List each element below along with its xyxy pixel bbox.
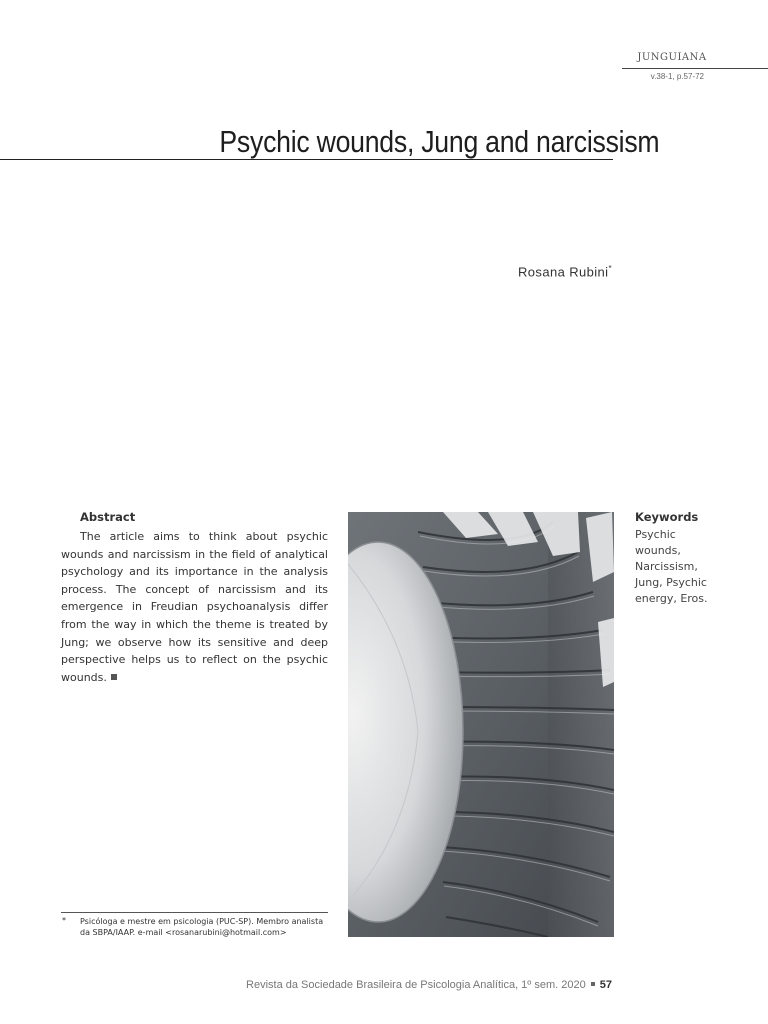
keywords-list: Psychic wounds, Narcissism, Jung, Psychic energy, Eros.: [635, 528, 708, 605]
footnote-rule: [61, 912, 328, 913]
journal-name: JUNGUIANA: [637, 52, 707, 63]
title-rule: [0, 159, 613, 160]
page-number: 57: [599, 979, 612, 991]
abstract-heading: Abstract: [80, 510, 136, 524]
spiral-staircase-photo: [348, 512, 614, 937]
author: [420, 264, 612, 279]
page-footer: [200, 979, 612, 991]
author-name: Rosana Rubini: [518, 264, 609, 280]
abstract-body: [61, 528, 328, 686]
article-title: Psychic wounds, Jung and narcissism: [219, 124, 660, 159]
footnote-mark: *: [62, 916, 66, 925]
abstract-text: The article aims to think about psychic wounds and narcissism in the field of analytical psychology and its importance in the analysis process. The concept of narcissism and its emergence in Freudian psychoanalysis differ from the way in which the theme is treated by Jung; we observe how its sensitive and deep perspective helps us to reflect on the psychic wounds.: [61, 530, 328, 684]
end-of-abstract-square-icon: [111, 674, 117, 680]
volume-pages: v.38-1, p.57-72: [650, 72, 704, 81]
journal-rule: [622, 68, 768, 69]
author-footnote-mark: *: [608, 264, 612, 273]
footer-bullet-icon: [591, 982, 595, 986]
footnote-text: Psicóloga e mestre em psicologia (PUC-SP). Membro analista da SBPA/IAAP. e-mail <rosanarubini@hotmail.com>: [80, 917, 324, 937]
footer-citation: Revista da Sociedade Brasileira de Psicologia Analítica, 1º sem. 2020: [246, 979, 586, 991]
keywords-heading: Keywords: [635, 510, 699, 524]
